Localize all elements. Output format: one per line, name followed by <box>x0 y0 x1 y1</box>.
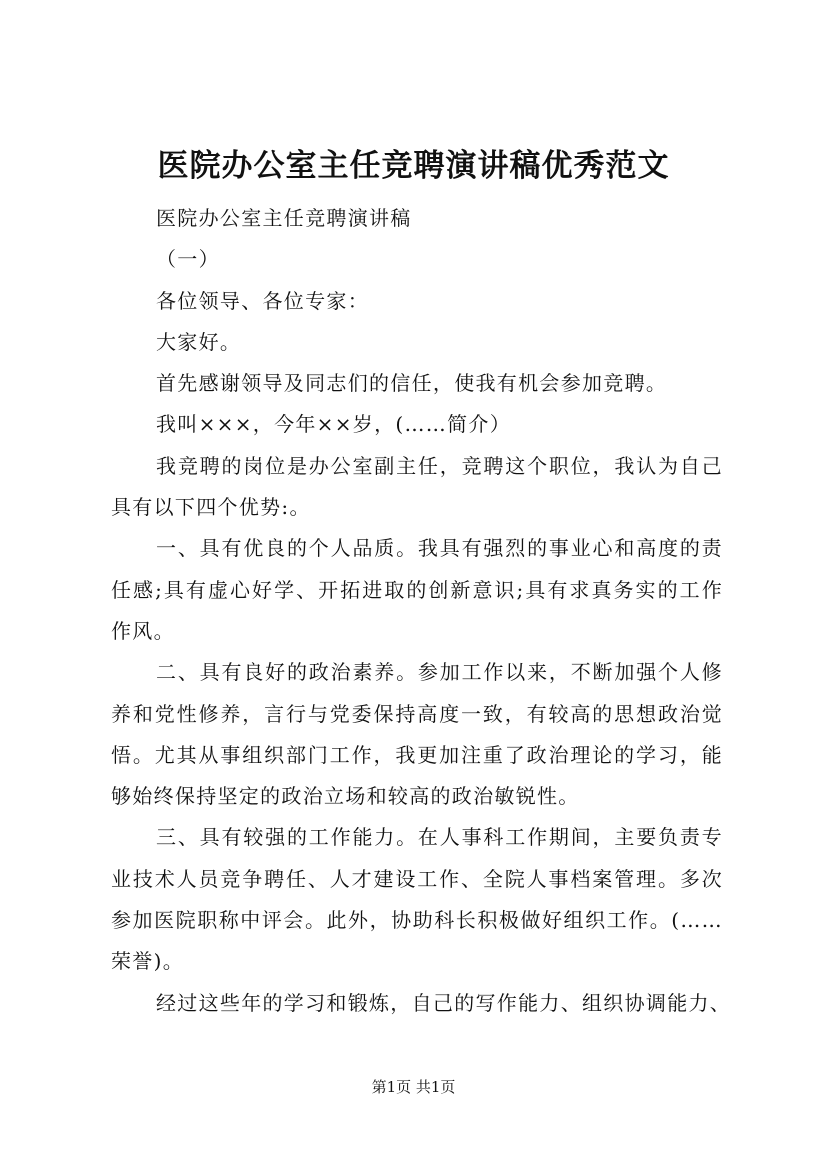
paragraph: 二、具有良好的政治素养。参加工作以来，不断加强个人修养和党性修养，言行与党委保持高度一致，有较高的思想政治觉悟。尤其从事组织部门工作，我更加注重了政治理论的学习，能够始终保持坚定的政治立场和较高的政治敏锐性。 <box>111 660 723 809</box>
salutation: 各位领导、各位专家： <box>156 288 369 313</box>
section-mark: （一） <box>156 247 220 272</box>
paragraph: 经过这些年的学习和锻炼，自己的写作能力、组织协调能力、 <box>156 990 732 1015</box>
page-number-footer: 第1页 共1页 <box>371 1078 456 1096</box>
paragraph: 我叫×××，今年××岁，(……简介） <box>156 412 511 437</box>
document-subtitle: 医院办公室主任竞聘演讲稿 <box>156 206 412 230</box>
paragraph: 首先感谢领导及同志们的信任，使我有机会参加竞聘。 <box>156 371 668 396</box>
paragraph: 我竞聘的岗位是办公室副主任，竞聘这个职位，我认为自己具有以下四个优势:。 <box>111 453 723 520</box>
document-title: 医院办公室主任竞聘演讲稿优秀范文 <box>157 148 670 184</box>
paragraph: 三、具有较强的工作能力。在人事科工作期间，主要负责专业技术人员竞争聘任、人才建设工作、全院人事档案管理。多次参加医院职称中评会。此外，协助科长积极做好组织工作。(……荣誉)。 <box>111 825 723 974</box>
document-body <box>111 198 732 1024</box>
greeting: 大家好。 <box>156 329 242 354</box>
paragraph: 一、具有优良的个人品质。我具有强烈的事业心和高度的责任感;具有虚心好学、开拓进取的创新意识;具有求真务实的工作作风。 <box>111 536 723 643</box>
